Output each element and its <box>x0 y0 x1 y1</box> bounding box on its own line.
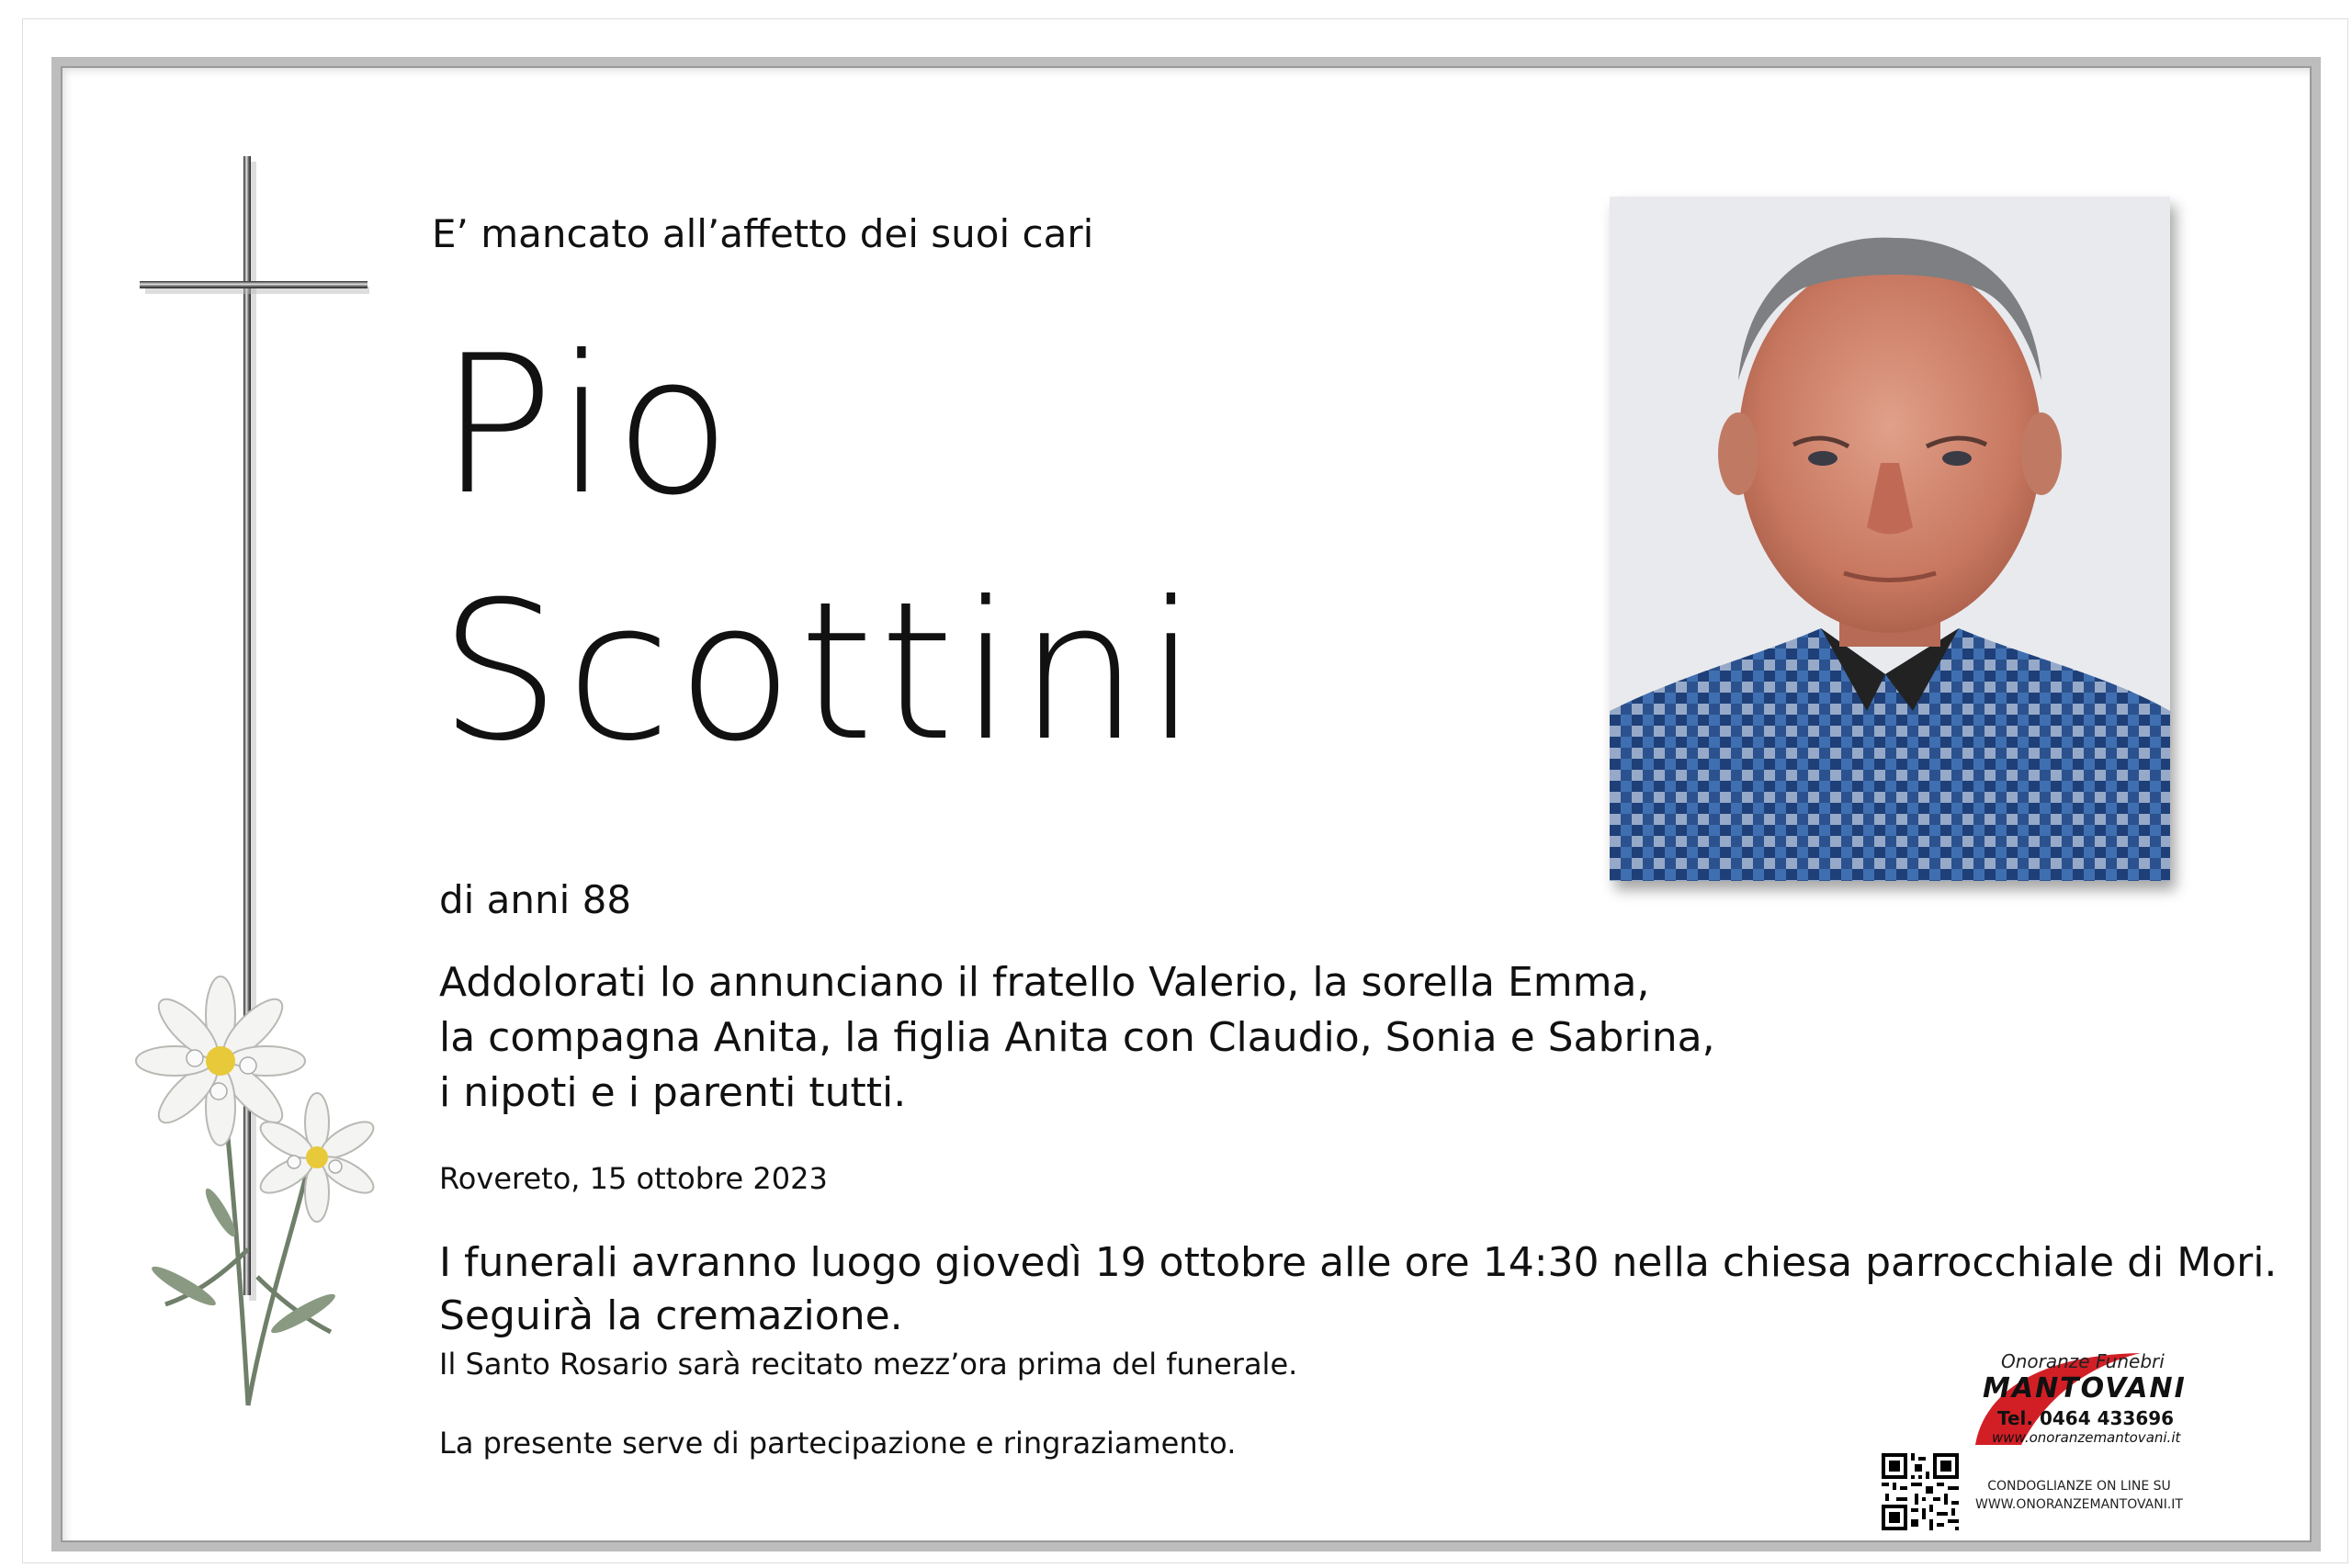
thanks-text: La presente serve di partecipazione e ringraziamento. <box>439 1426 1237 1461</box>
edelweiss-icon <box>110 974 404 1415</box>
portrait-photo <box>1610 197 2170 881</box>
condolences-line: CONDOGLIANZE ON LINE SU <box>1987 1479 2171 1494</box>
last-name: Scottini <box>439 561 1204 784</box>
funeral-home-name: MANTOVANI <box>1983 1372 2187 1404</box>
announcement-line: la compagna Anita, la figlia Anita con Claudio, Sonia e Sabrina, <box>439 1014 1715 1061</box>
announcement-line: i nipoti e i parenti tutti. <box>439 1069 907 1116</box>
funeral-home-tagline: Onoranze Funebri <box>2001 1350 2165 1372</box>
announcement <box>439 955 1725 1121</box>
age-text: di anni 88 <box>439 877 632 922</box>
place-date: Rovereto, 15 ottobre 2023 <box>439 1161 828 1196</box>
funeral-home-website: www.onoranzemantovani.it <box>1992 1429 2181 1446</box>
first-name: Pio <box>439 315 737 537</box>
announcement-line: Addolorati lo annunciano il fratello Valerio, la sorella Emma, <box>439 959 1650 1006</box>
rosary-text: Il Santo Rosario sarà recitato mezz’ora prima del funerale. <box>439 1347 1298 1382</box>
intro-text: E’ mancato all’affetto dei suoi cari <box>432 211 1094 256</box>
funeral-line: Seguirà la cremazione. <box>439 1292 903 1339</box>
funeral-home-phone: Tel. 0464 433696 <box>1997 1407 2175 1429</box>
funeral-line: I funerali avranno luogo giovedì 19 ottobre alle ore 14:30 nella chiesa parrocchiale di Mori. <box>439 1239 2278 1286</box>
qr-code-icon[interactable] <box>1882 1453 1959 1530</box>
condolences-url[interactable]: WWW.ONORANZEMANTOVANI.IT <box>1975 1497 2183 1512</box>
funeral-info <box>439 1236 2277 1343</box>
condolences-text <box>1975 1477 2183 1514</box>
